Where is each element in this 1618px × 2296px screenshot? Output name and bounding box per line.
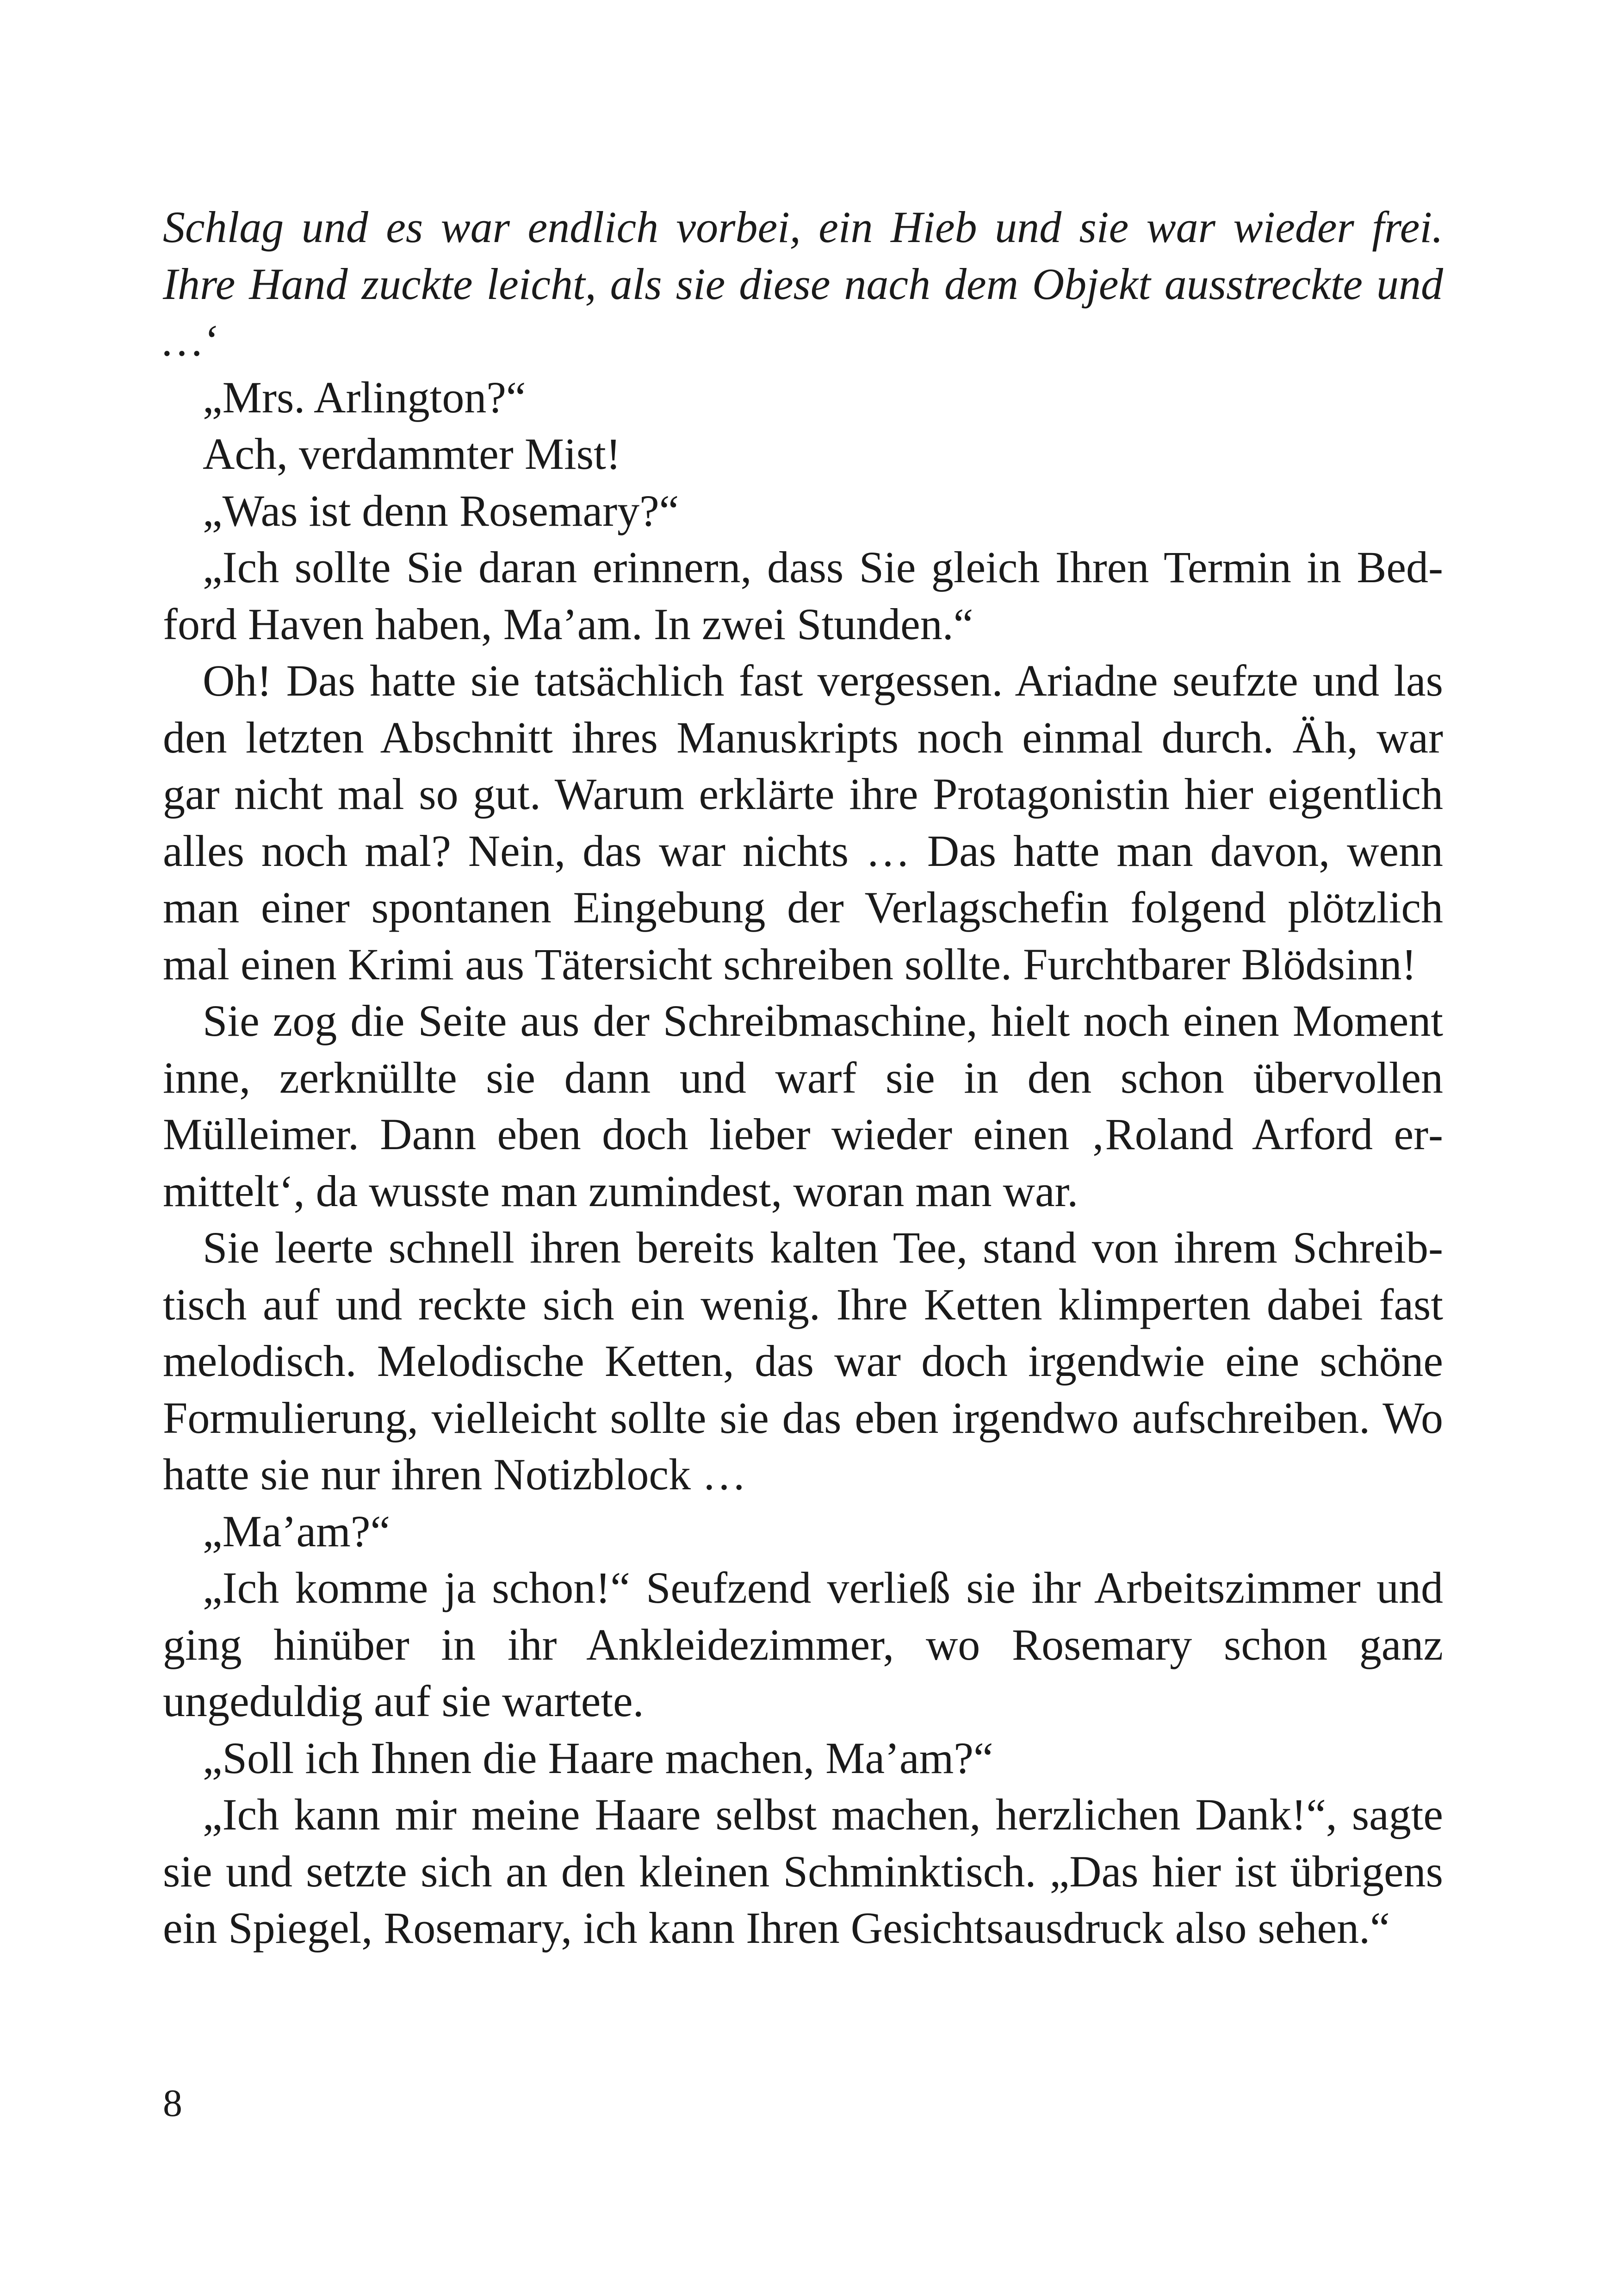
paragraph-11: „Soll ich Ihnen die Haare machen, Ma’am?“ <box>203 1733 993 1783</box>
paragraph-8: Sie leerte schnell ihren bereits kalten Tee, stand von ihrem Schreibtisch auf und reckte sich ein wenig. Ihre Ketten klimperten dabei fast melodisch. Melodische Ketten, das war doch irgendwie eine schöne Formulierung, vielleicht sollte sie das eben irgendwo aufschreiben. Wo hatte sie nur ihren Notizblock … <box>163 1223 1443 1499</box>
paragraph-9: „Ma’am?“ <box>203 1506 391 1556</box>
paragraph-12: „Ich kann mir meine Haare selbst machen, herzlichen Dank!“, sagte sie und setzte sich an den kleinen Schminktisch. „Das hier ist übrigens ein Spiegel, Rosemary, ich kann Ihren Gesichtsausdruck also sehen.“ <box>163 1790 1443 1953</box>
paragraph-2: „Mrs. Arlington?“ <box>203 372 526 422</box>
paragraph-5: „Ich sollte Sie daran erinnern, dass Sie gleich Ihren Termin in Bedford Haven haben, Ma’am. In zwei Stunden.“ <box>163 542 1443 649</box>
paragraph-10: „Ich komme ja schon!“ Seufzend verließ sie ihr Arbeitszimmer und ging hinüber in ihr Ankleidezimmer, wo Rosemary schon ganz ungeduldig auf sie wartete. <box>163 1563 1443 1726</box>
paragraph-1: Schlag und es war endlich vorbei, ein Hieb und sie war wieder frei. Ihre Hand zuckte leicht, als sie diese nach dem Objekt ausstreckte und …‘ <box>163 202 1443 365</box>
paragraph-7: Sie zog die Seite aus der Schreibmaschine, hielt noch einen Moment inne, zerknüllte sie dann und warf sie in den schon übervollen Mülleimer. Dann eben doch lieber wieder einen ‚Roland Arford ermittelt‘, da wusste man zumindest, woran man war. <box>163 996 1443 1216</box>
paragraph-3: Ach, verdammter Mist! <box>203 429 621 479</box>
book-page-text <box>163 199 1443 1957</box>
paragraph-6: Oh! Das hatte sie tatsächlich fast vergessen. Ariadne seufzte und las den letzten Abschnitt ihres Manuskripts noch einmal durch. Äh, war gar nicht mal so gut. Warum erklärte ihre Protagonistin hier eigentlich alles noch mal? Nein, das war nichts … Das hatte man davon, wenn man einer spontanen Eingebung der Verlagschefin folgend plötzlich mal einen Krimi aus Tätersicht schreiben sollte. Furchtbarer Blödsinn! <box>163 656 1443 989</box>
paragraph-4: „Was ist denn Rosemary?“ <box>203 485 679 535</box>
page-number: 8 <box>163 2082 182 2125</box>
